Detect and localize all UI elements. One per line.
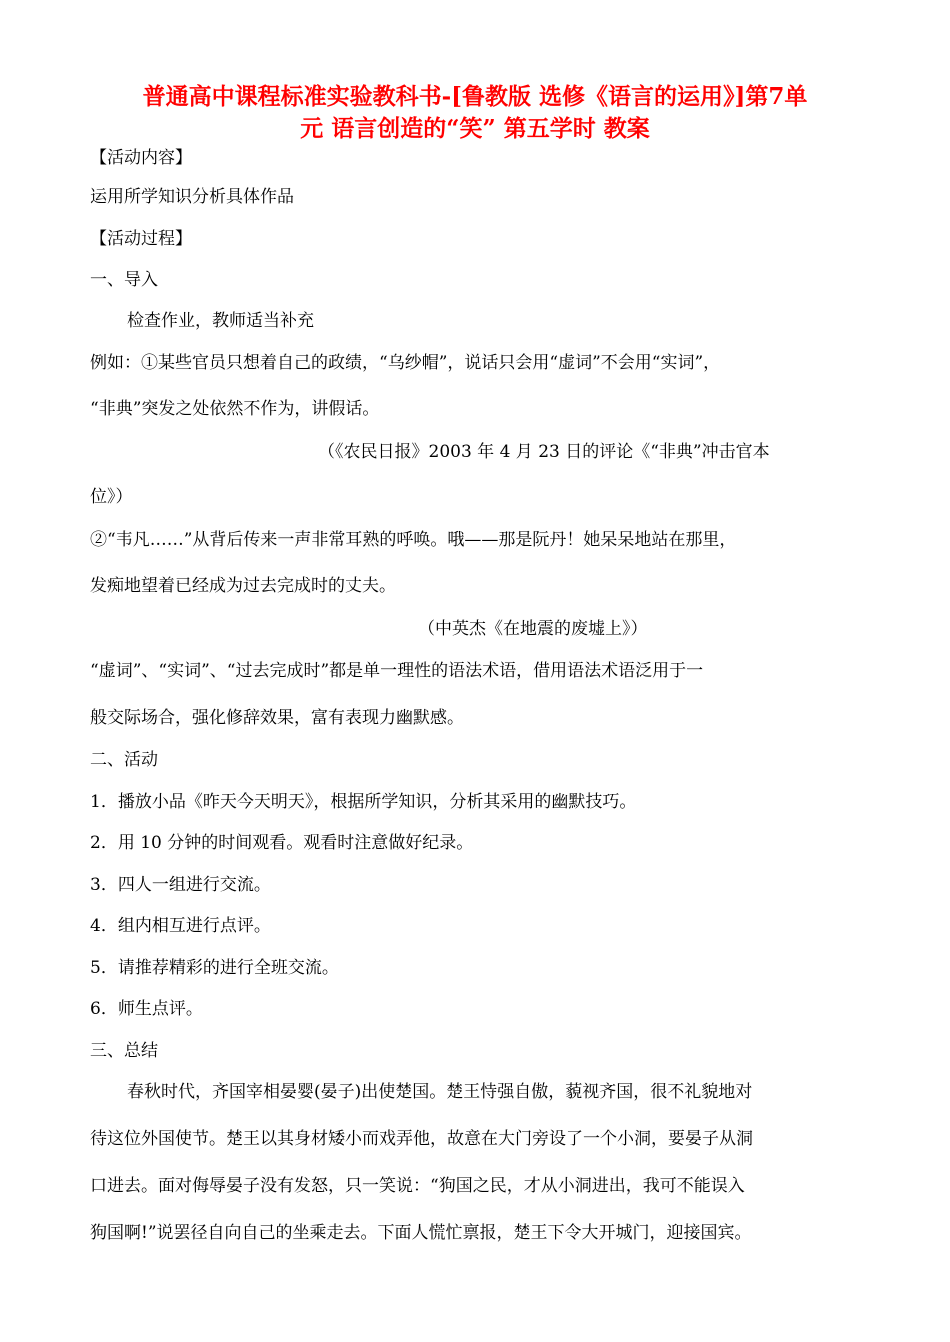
activity-content-heading: 【活动内容】 — [90, 148, 192, 168]
part2-heading: 二、活动 — [90, 750, 158, 770]
part1-intro: 检查作业，教师适当补充 — [127, 311, 314, 331]
part1-heading: 一、导入 — [90, 270, 158, 290]
document-title-line-2: 元 语言创造的“笑” 第五学时 教案 — [300, 115, 650, 142]
summary-line: 狗国啊!”说罢径自向自己的坐乘走去。下面人慌忙禀报，楚王下令大开城门，迎接国宾。 — [90, 1223, 752, 1243]
example1-line-2: “非典”突发之处依然不作为，讲假话。 — [90, 399, 380, 419]
example2-line-2: 发痴地望着已经成为过去完成时的丈夫。 — [90, 576, 396, 596]
document-title-line-1: 普通高中课程标准实验教科书-[鲁教版 选修《语言的运用》]第7单 — [142, 83, 808, 110]
analysis-line-2: 般交际场合，强化修辞效果，富有表现力幽默感。 — [90, 708, 464, 728]
activity-item: 5．请推荐精彩的进行全班交流。 — [90, 958, 339, 978]
summary-line: 春秋时代，齐国宰相晏婴(晏子)出使楚国。楚王恃强自傲，藐视齐国，很不礼貌地对 — [127, 1082, 753, 1102]
example2-line-1: ②“韦凡……”从背后传来一声非常耳熟的呼唤。哦——那是阮丹！她呆呆地站在那里， — [90, 530, 737, 550]
example1-line-1: 例如：①某些官员只想着自己的政绩，“乌纱帽”，说话只会用“虚词”不会用“实词”， — [90, 353, 721, 373]
activity-content-text: 运用所学知识分析具体作品 — [90, 187, 294, 207]
activity-item: 2．用 10 分钟的时间观看。观看时注意做好纪录。 — [90, 833, 474, 853]
activity-item: 6．师生点评。 — [90, 999, 203, 1019]
analysis-line-1: “虚词”、“实词”、“过去完成时”都是单一理性的语法术语，借用语法术语泛用于一 — [90, 661, 704, 681]
part3-heading: 三、总结 — [90, 1041, 158, 1061]
summary-line: 待这位外国使节。楚王以其身材矮小而戏弄他，故意在大门旁设了一个小洞，要晏子从洞 — [90, 1129, 753, 1149]
activity-item: 3．四人一组进行交流。 — [90, 875, 271, 895]
example1-source-line-1: （《农民日报》2003 年 4 月 23 日的评论《“非典”冲击官本 — [318, 442, 770, 462]
summary-line: 口进去。面对侮辱晏子没有发怒，只一笑说：“狗国之民，才从小洞进出，我可不能误入 — [90, 1176, 745, 1196]
example2-source: （中英杰《在地震的废墟上》） — [418, 619, 648, 639]
example1-source-line-2: 位》） — [90, 487, 133, 507]
activity-process-heading: 【活动过程】 — [90, 229, 192, 249]
activity-item: 4．组内相互进行点评。 — [90, 916, 271, 936]
activity-item: 1．播放小品《昨天今天明天》，根据所学知识，分析其采用的幽默技巧。 — [90, 792, 637, 812]
